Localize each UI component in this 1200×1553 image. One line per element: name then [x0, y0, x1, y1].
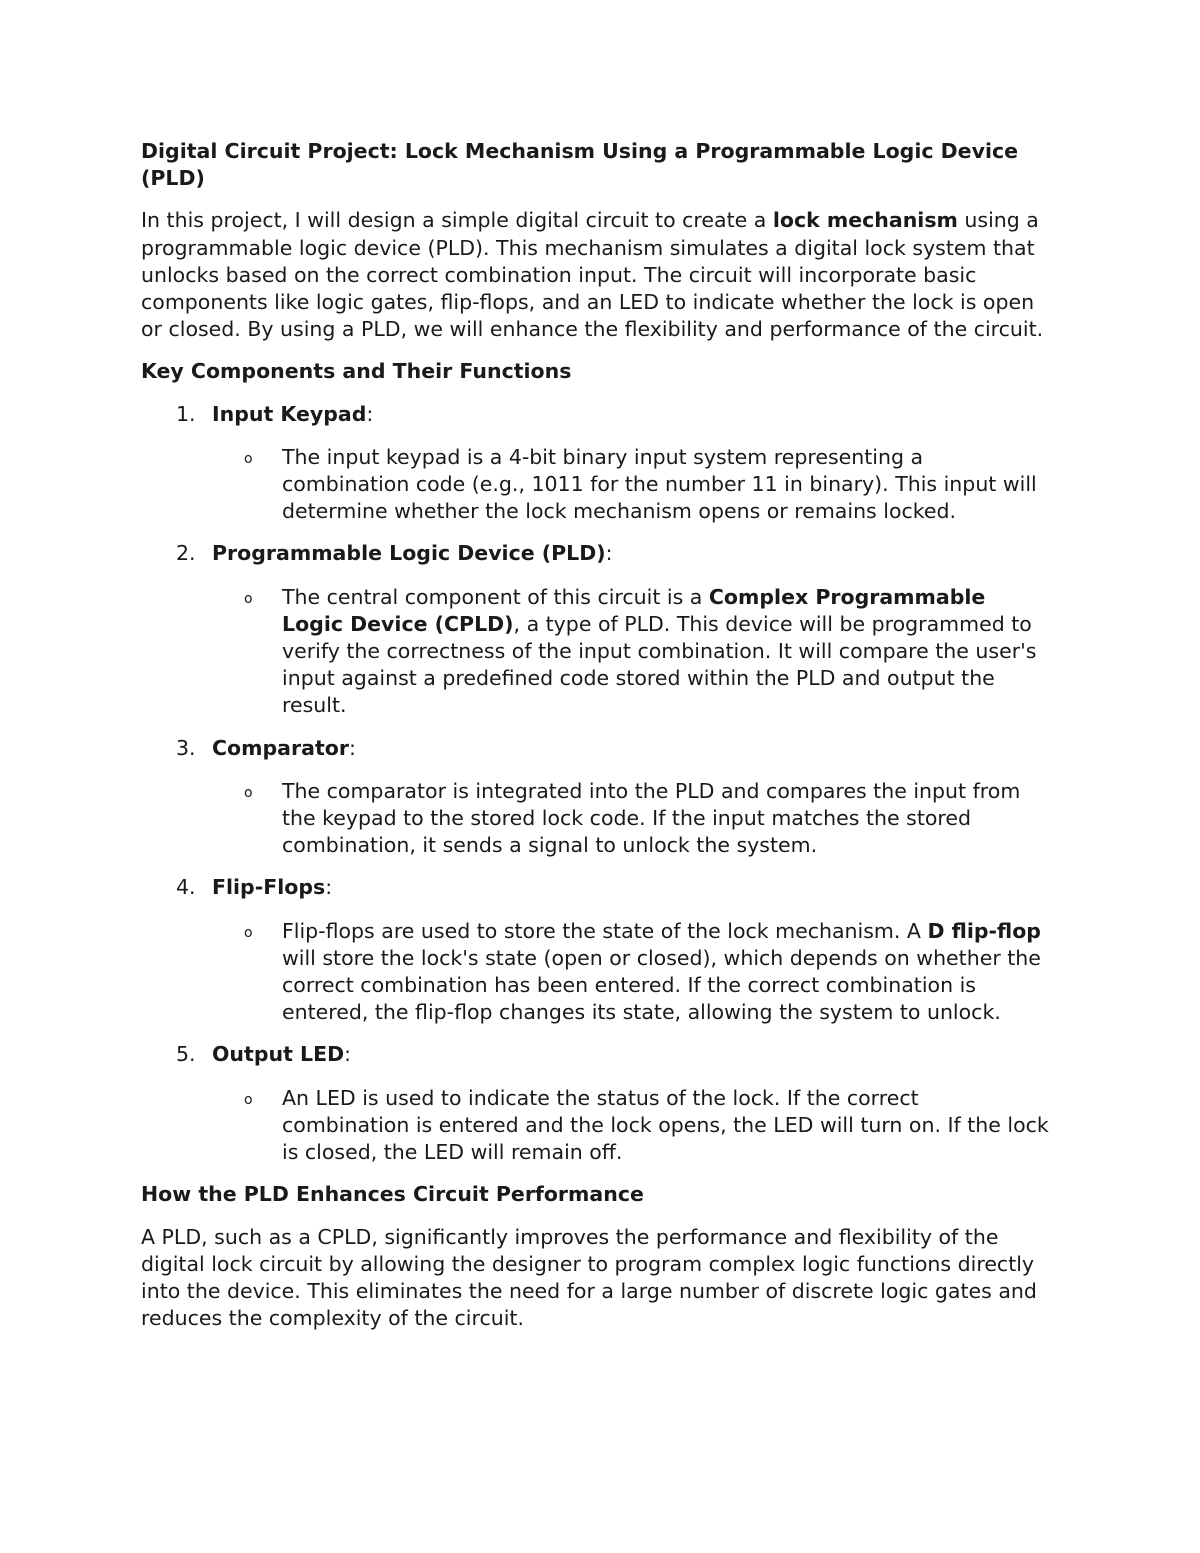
- component-heading: [141, 1041, 1061, 1068]
- component-heading: [141, 540, 1061, 567]
- component-title: [212, 540, 613, 567]
- description-bold-term: Complex Programmable Logic Device (CPLD): [282, 584, 986, 636]
- component-name: Programmable Logic Device (PLD): [212, 541, 606, 566]
- component-heading: [141, 735, 1061, 762]
- intro-text-end: using a programmable logic device (PLD). This mechanism simulates a digital lock system that unlocks based on the correct combination input. The circuit will incorporate basic components like logic gates, flip-flops, and an LED to indicate whether the lock is open or closed. By using a PLD, we will enhance the flexibility and performance of the circuit.: [141, 208, 1044, 342]
- component-name: Flip-Flops: [212, 875, 326, 900]
- component-title: [212, 401, 373, 428]
- list-item-pld: [141, 540, 1061, 719]
- component-number: 3.: [176, 735, 196, 760]
- circle-bullet-icon: o: [244, 924, 253, 941]
- component-title: [212, 874, 332, 901]
- component-description: [141, 1085, 1061, 1167]
- list-item-comparator: [141, 735, 1061, 860]
- description-text-start: The comparator is integrated into the PLD and compares the input from the keypad to the stored lock code. If the input matches the stored combination, it sends a signal to unlock the system.: [282, 778, 1021, 858]
- intro-paragraph: [141, 207, 1061, 343]
- description-text: [282, 918, 1061, 1027]
- list-item-flip-flops: [141, 874, 1061, 1026]
- component-description: [141, 584, 1061, 720]
- component-heading: [141, 874, 1061, 901]
- description-text: [282, 444, 1061, 526]
- intro-bold-term: lock mechanism: [772, 208, 958, 233]
- components-list: [141, 401, 1061, 1167]
- circle-bullet-icon: o: [244, 590, 253, 607]
- description-bold-term: D flip-flop: [927, 918, 1041, 943]
- description-text-start: Flip-flops are used to store the state of the lock mechanism. A: [282, 918, 928, 943]
- circle-bullet-icon: o: [244, 784, 253, 801]
- circle-bullet-icon: o: [244, 450, 253, 467]
- description-text-start: The input keypad is a 4-bit binary input system representing a combination code (e.g., 1011 for the number 11 in binary). This input will determine whether the lock mechanism opens or remains locked.: [282, 444, 1037, 524]
- component-title: [212, 735, 356, 762]
- description-text: [282, 584, 1061, 720]
- component-colon: :: [325, 875, 333, 900]
- description-text-start: An LED is used to indicate the status of the lock. If the correct combination is entered and the lock opens, the LED will turn on. If the lock is closed, the LED will remain off.: [282, 1085, 1049, 1165]
- component-number: 1.: [176, 401, 196, 426]
- intro-text-start: In this project, I will design a simple digital circuit to create a: [141, 208, 773, 233]
- component-number: 5.: [176, 1042, 196, 1067]
- description-text-end: , a type of PLD. This device will be programmed to verify the correctness of the input combination. It will compare the user's input against a predefined code stored within the PLD and output the result.: [282, 611, 1037, 718]
- component-number: 2.: [176, 541, 196, 566]
- document-title: Digital Circuit Project: Lock Mechanism Using a Programmable Logic Device (PLD): [141, 139, 1019, 191]
- component-description: [141, 918, 1061, 1027]
- component-colon: :: [348, 735, 356, 760]
- circle-bullet-icon: o: [244, 1091, 253, 1108]
- document-page: [141, 138, 1061, 1332]
- component-name: Comparator: [212, 735, 349, 760]
- description-text-end: will store the lock's state (open or closed), which depends on whether the correct combination has been entered. If the correct combination is entered, the flip-flop changes its state, allowing the system to unlock.: [282, 945, 1041, 1025]
- component-number: 4.: [176, 875, 196, 900]
- closing-paragraph: A PLD, such as a CPLD, significantly improves the performance and flexibility of the digital lock circuit by allowing the designer to program complex logic functions directly into the device. This eliminates the need for a large number of discrete logic gates and reduces the complexity of the circuit.: [141, 1224, 1037, 1331]
- component-name: Output LED: [212, 1042, 345, 1067]
- list-item-output-led: [141, 1041, 1061, 1166]
- component-colon: :: [366, 401, 374, 426]
- component-colon: :: [344, 1042, 352, 1067]
- component-heading: [141, 401, 1061, 428]
- component-description: [141, 778, 1061, 860]
- component-title: [212, 1041, 351, 1068]
- component-description: [141, 444, 1061, 526]
- description-text: [282, 1085, 1061, 1167]
- component-colon: :: [605, 541, 613, 566]
- component-name: Input Keypad: [212, 401, 367, 426]
- description-text: [282, 778, 1061, 860]
- section-heading-performance: How the PLD Enhances Circuit Performance: [141, 1182, 644, 1207]
- list-item-input-keypad: [141, 401, 1061, 526]
- section-heading-components: Key Components and Their Functions: [141, 359, 572, 384]
- description-text-start: The central component of this circuit is a: [282, 584, 709, 609]
